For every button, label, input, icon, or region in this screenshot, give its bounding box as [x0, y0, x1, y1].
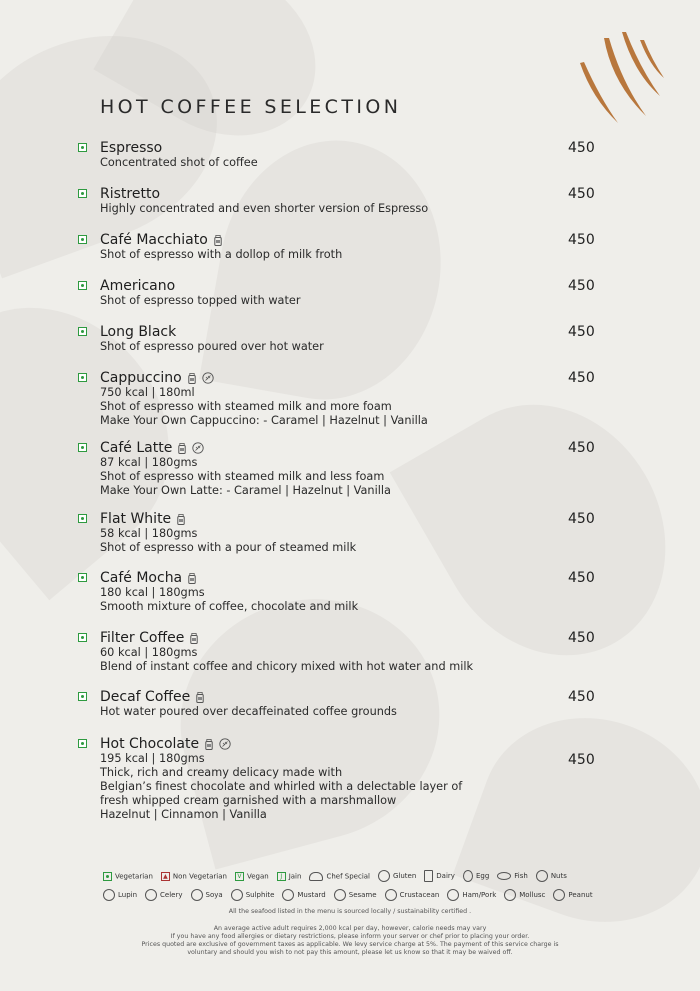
item-description: Belgian’s finest chocolate and whirled with a delectable layer of [100, 780, 463, 793]
item-description: fresh whipped cream garnished with a marshmallow [100, 794, 397, 807]
item-price: 450 [568, 324, 595, 340]
item-description: Highly concentrated and even shorter version of Espresso [100, 202, 429, 215]
dairy-icon [188, 373, 196, 384]
item-description: Shot of espresso with a pour of steamed milk [100, 541, 357, 554]
item-name: Flat White [100, 511, 185, 527]
legend-entry: Ham/Pork [447, 889, 496, 901]
legend-entry: Egg [463, 870, 489, 882]
legend-entry: Vegetarian [103, 872, 153, 881]
legend-entry: Sesame [334, 889, 377, 901]
item-description: Shot of espresso with steamed milk and less foam [100, 470, 385, 483]
background-leaf [153, 570, 466, 869]
item-name: Espresso [100, 140, 163, 156]
footer-note: If you have any food allergies or dietary restrictions, please inform your server or chef prior to placing your order. [170, 933, 530, 940]
vegetarian-icon [78, 143, 87, 152]
allergen-legend-row [103, 870, 575, 882]
ham-pork-icon [447, 889, 462, 901]
gluten-icon [192, 442, 204, 454]
dairy-icon [214, 235, 222, 246]
item-name: Cappuccino [100, 370, 214, 386]
legend-entry: Nuts [536, 870, 567, 882]
dairy-icon [177, 514, 185, 525]
celery-icon [145, 889, 160, 901]
vegan-icon: V [235, 872, 247, 881]
footer-note: voluntary and should you wish to not pay this amount, please let us know so that it may be waived off. [187, 949, 513, 956]
vegetarian-icon [78, 692, 87, 701]
lupin-icon [103, 889, 118, 901]
dairy-icon [178, 443, 186, 454]
sulphite-icon [231, 889, 246, 901]
nuts-icon [536, 870, 551, 882]
item-price: 450 [568, 511, 595, 527]
soya-icon [191, 889, 206, 901]
legend-entry: J Jain [277, 872, 302, 881]
seafood-note: All the seafood listed in the menu is sourced locally / sustainability certified . [228, 908, 472, 915]
item-description: 60 kcal | 180gms [100, 646, 198, 659]
chef-special-icon [309, 872, 326, 881]
peanut-icon [553, 889, 568, 901]
non-vegetarian-icon: ▲ [161, 872, 173, 881]
item-name: Hot Chocolate [100, 736, 231, 752]
legend-entry: V Vegan [235, 872, 269, 881]
footer-note: An average active adult requires 2,000 kcal per day, however, calorie needs may vary [213, 925, 487, 932]
item-description: Smooth mixture of coffee, chocolate and milk [100, 600, 359, 613]
vegetarian-icon [78, 327, 87, 336]
legend-entry: Fish [497, 872, 528, 880]
mustard-icon [282, 889, 297, 901]
vegetarian-icon [78, 739, 87, 748]
legend-entry: ▲ Non Vegetarian [161, 872, 227, 881]
item-price: 450 [568, 278, 595, 294]
item-description: Thick, rich and creamy delicacy made with [100, 766, 343, 779]
item-price: 450 [568, 570, 595, 586]
legend-entry: Crustacean [385, 889, 440, 901]
item-name: Ristretto [100, 186, 161, 202]
legend-entry: Peanut [553, 889, 592, 901]
item-description: 87 kcal | 180gms [100, 456, 198, 469]
vegetarian-icon [103, 872, 115, 881]
page-title: HOT COFFEE SELECTION [100, 96, 402, 118]
legend-entry: Lupin [103, 889, 137, 901]
vegetarian-icon [78, 443, 87, 452]
claw-mark-icon [560, 28, 670, 128]
item-name: Americano [100, 278, 176, 294]
footer-note: Prices quoted are exclusive of government taxes as applicable. We levy service charge at 5%. The payment of this service charge is [141, 941, 559, 948]
item-description: 750 kcal | 180ml [100, 386, 195, 399]
item-name: Café Macchiato [100, 232, 222, 248]
legend-entry: Soya [191, 889, 223, 901]
item-description: 180 kcal | 180gms [100, 586, 205, 599]
item-price: 450 [568, 140, 595, 156]
item-description: Make Your Own Cappuccino: - Caramel | Hazelnut | Vanilla [100, 414, 428, 427]
legend-entry: Celery [145, 889, 182, 901]
dairy-icon [190, 633, 198, 644]
item-description: Shot of espresso with a dollop of milk froth [100, 248, 343, 261]
vegetarian-icon [78, 514, 87, 523]
gluten-icon [202, 372, 214, 384]
dairy-icon [424, 870, 436, 882]
item-price: 450 [568, 440, 595, 456]
vegetarian-icon [78, 189, 87, 198]
item-price: 450 [568, 232, 595, 248]
item-price: 450 [568, 370, 595, 386]
allergen-legend-row [103, 889, 601, 901]
item-price: 450 [568, 689, 595, 705]
dairy-icon [196, 692, 204, 703]
item-name: Filter Coffee [100, 630, 198, 646]
gluten-icon [219, 738, 231, 750]
item-description: Hazelnut | Cinnamon | Vanilla [100, 808, 267, 821]
item-price: 450 [568, 752, 595, 768]
legend-entry: Sulphite [231, 889, 275, 901]
item-name: Long Black [100, 324, 177, 340]
fish-icon [497, 872, 514, 880]
crustacean-icon [385, 889, 400, 901]
dairy-icon [205, 739, 213, 750]
item-name: Decaf Coffee [100, 689, 204, 705]
item-description: Shot of espresso topped with water [100, 294, 301, 307]
sesame-icon [334, 889, 349, 901]
legend-entry: Gluten [378, 870, 416, 882]
legend-entry: Dairy [424, 870, 455, 882]
vegetarian-icon [78, 373, 87, 382]
gluten-icon [378, 870, 393, 882]
item-price: 450 [568, 186, 595, 202]
item-description: 195 kcal | 180gms [100, 752, 205, 765]
item-description: Shot of espresso poured over hot water [100, 340, 324, 353]
legend-entry: Mollusc [504, 889, 545, 901]
dairy-icon [188, 573, 196, 584]
legend-entry: Mustard [282, 889, 325, 901]
vegetarian-icon [78, 633, 87, 642]
vegetarian-icon [78, 235, 87, 244]
legend-entry: Chef Special [309, 872, 370, 881]
item-price: 450 [568, 630, 595, 646]
item-name: Café Latte [100, 440, 204, 456]
item-description: Blend of instant coffee and chicory mixed with hot water and milk [100, 660, 474, 673]
mollusc-icon [504, 889, 519, 901]
item-description: Make Your Own Latte: - Caramel | Hazelnut | Vanilla [100, 484, 391, 497]
item-description: Concentrated shot of coffee [100, 156, 258, 169]
vegetarian-icon [78, 573, 87, 582]
egg-icon [463, 870, 476, 882]
item-description: Shot of espresso with steamed milk and more foam [100, 400, 392, 413]
item-description: 58 kcal | 180gms [100, 527, 198, 540]
jain-icon: J [277, 872, 289, 881]
item-name: Café Mocha [100, 570, 196, 586]
item-description: Hot water poured over decaffeinated coffee grounds [100, 705, 397, 718]
vegetarian-icon [78, 281, 87, 290]
background-leaf [390, 362, 700, 697]
